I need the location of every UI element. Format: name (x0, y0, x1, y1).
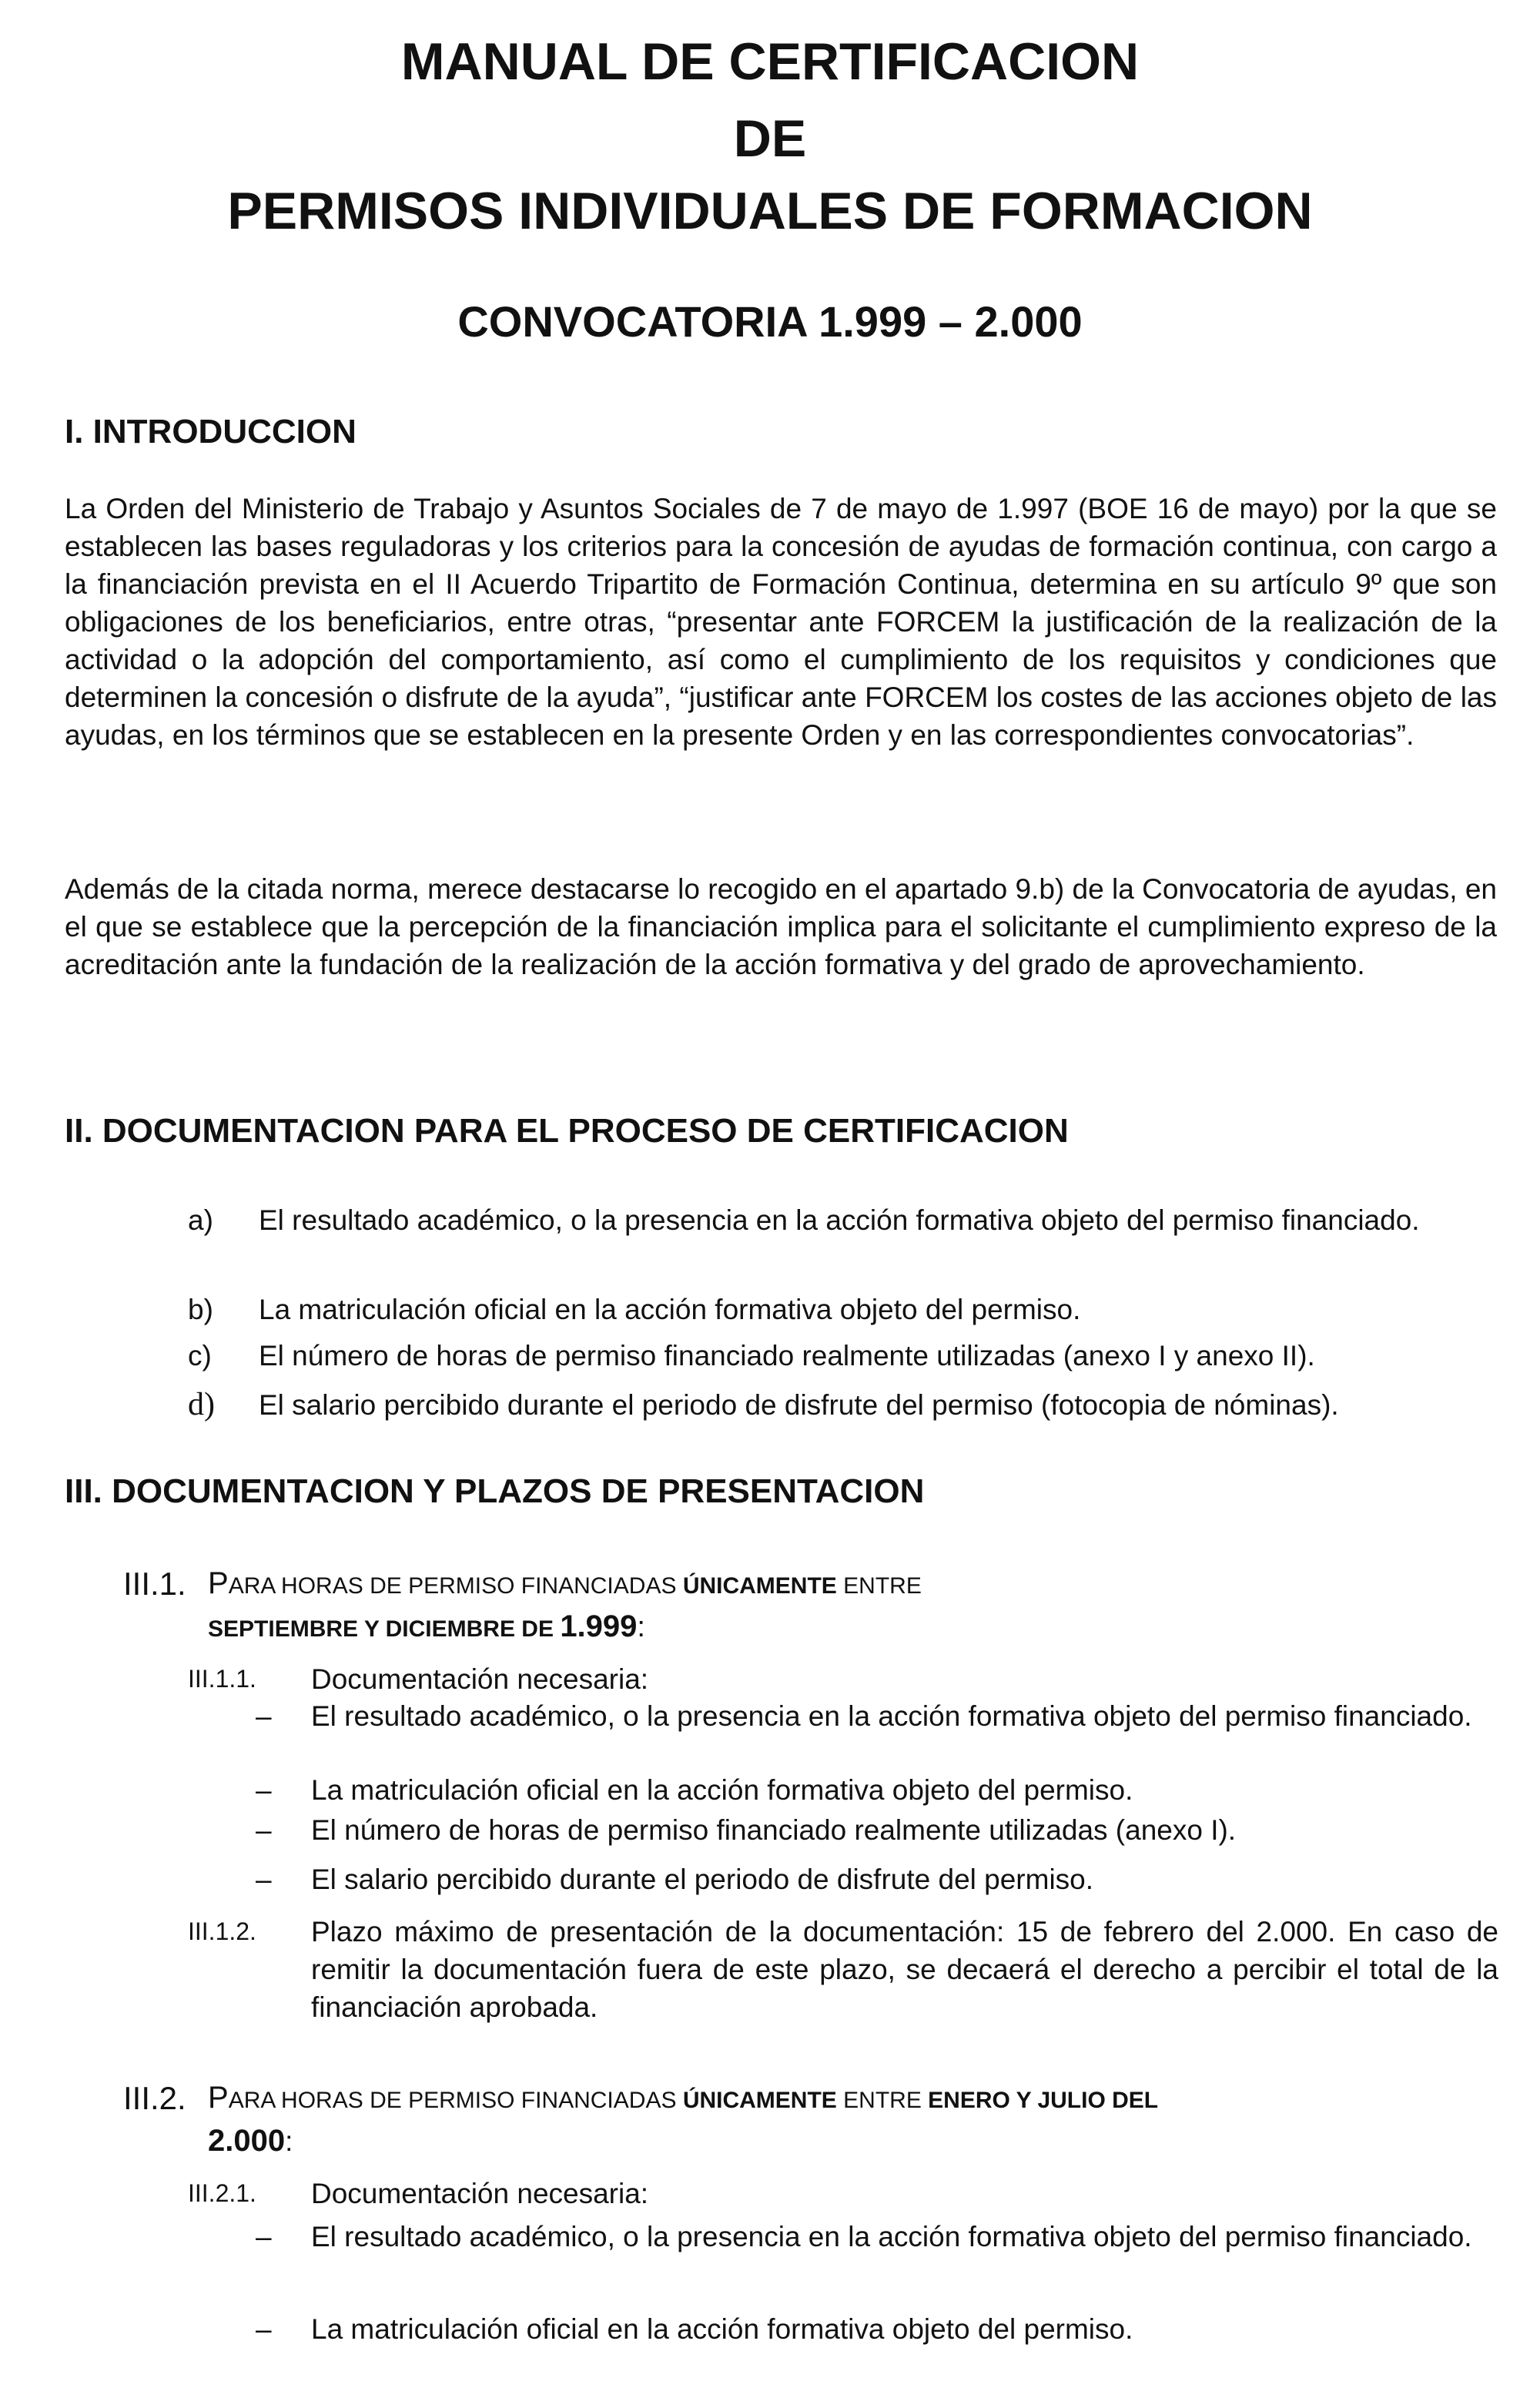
title-text: ENTRE (836, 2088, 929, 2113)
section-1-heading: I. INTRODUCCION (65, 413, 357, 450)
subsection-number: III.1. (123, 1566, 186, 1602)
dash-bullet: – (256, 1864, 272, 1895)
title-emphasis: SEPTIEMBRE Y DICIEMBRE DE (208, 1616, 561, 1642)
doc-title-line3: PERMISOS INDIVIDUALES DE FORMACION (227, 182, 1313, 240)
list-text: El resultado académico, o la presencia en la acción formativa objeto del permiso financiado. (311, 1700, 1472, 1732)
title-text: ARA HORAS DE PERMISO FINANCIADAS (228, 2088, 683, 2113)
subsection-title-line1 (208, 1565, 1498, 1605)
list-text: La matriculación oficial en la acción formativa objeto del permiso. (311, 1774, 1133, 1806)
list-text: La matriculación oficial en la acción formativa objeto del permiso. (311, 2313, 1133, 2345)
doc-title-line1: MANUAL DE CERTIFICACION (400, 32, 1140, 91)
subsection-number: III.1.2. (188, 1917, 256, 1945)
list-text: El resultado académico, o la presencia en la acción formativa objeto del permiso financiado. (311, 2221, 1472, 2252)
section-2-heading: II. DOCUMENTACION PARA EL PROCESO DE CERTIFICACION (65, 1112, 1069, 1150)
dash-bullet: – (256, 2221, 272, 2252)
subsection-number: III.1.1. (188, 1665, 256, 1693)
list-text: La matriculación oficial en la acción formativa objeto del permiso. (259, 1294, 1081, 1325)
dash-bullet: – (256, 2313, 272, 2345)
title-year: 2.000 (208, 2124, 286, 2158)
dash-bullet: – (256, 1814, 272, 1846)
subsection-number: III.2.1. (188, 2179, 256, 2207)
subsection-title-rest (208, 1608, 1448, 1648)
dash-bullet: – (256, 1774, 272, 1806)
title-initial: P (208, 2081, 229, 2115)
subsection-title-line2 (208, 2122, 293, 2160)
subsection-number: III.2. (123, 2080, 186, 2116)
title-text: ENTRE (836, 1573, 922, 1599)
doc-title-line2: DE (733, 109, 807, 168)
section-3-heading: III. DOCUMENTACION Y PLAZOS DE PRESENTACION (65, 1472, 925, 1510)
convocatoria-heading: CONVOCATORIA 1.999 – 2.000 (457, 297, 1083, 346)
list-text: El número de horas de permiso financiado realmente utilizadas (anexo I y anexo II). (259, 1340, 1315, 1371)
subsection-text: Documentación necesaria: (311, 1663, 649, 1695)
title-colon: : (285, 2125, 293, 2157)
list-label: c) (188, 1340, 212, 1371)
title-emphasis: ÚNICAMENTE (682, 1573, 837, 1599)
title-year: 1.999 (560, 1609, 638, 1643)
list-label: a) (188, 1204, 213, 1236)
subsection-title-line1 (208, 2079, 1498, 2119)
title-text: ARA HORAS DE PERMISO FINANCIADAS (228, 1573, 683, 1599)
list-text: El resultado académico, o la presencia en la acción formativa objeto del permiso financiado. (259, 1204, 1420, 1236)
title-emphasis: ENERO Y JULIO DEL (928, 2088, 1159, 2113)
subsection-text: Plazo máximo de presentación de la documentación: 15 de febrero del 2.000. En caso de remitir la documentación fuera de este plazo, se decaerá el derecho a percibir el total de la financiación aprobada. (311, 1916, 1498, 2023)
list-text: El salario percibido durante el periodo de disfrute del permiso (fotocopia de nóminas). (259, 1389, 1339, 1421)
list-text: El salario percibido durante el periodo de disfrute del permiso. (311, 1864, 1094, 1895)
dash-bullet: – (256, 1700, 272, 1732)
title-emphasis: ÚNICAMENTE (682, 2088, 837, 2113)
title-colon: : (637, 1611, 645, 1643)
intro-paragraph-1: La Orden del Ministerio de Trabajo y Asuntos Sociales de 7 de mayo de 1.997 (BOE 16 de mayo) por la que se establecen las bases reguladoras y los criterios para la concesión de ayudas de formación continua, con cargo a la financiación prevista en el II Acuerdo Tripartito de Formación Continua, determina en su artículo 9º que son obligaciones de los beneficiarios, entre otras, “presentar ante FORCEM la justificación de la realización de la actividad o la adopción del comportamiento, así como el cumplimiento de los requisitos y condiciones que determinen la concesión o disfrute de la ayuda”, “justificar ante FORCEM los costes de las acciones objeto de las ayudas, en los términos que se establecen en la presente Orden y en las correspondientes convocatorias”. (65, 493, 1497, 751)
title-initial: P (208, 1566, 229, 1600)
intro-paragraph-2: Además de la citada norma, merece destacarse lo recogido en el apartado 9.b) de la Convocatoria de ayudas, en el que se establece que la percepción de la financiación implica para el solicitante el cumplimiento expreso de la acreditación ante la fundación de la realización de la acción formativa y del grado de aprovechamiento. (65, 873, 1497, 980)
subsection-text: Documentación necesaria: (311, 2178, 649, 2209)
list-label: d) (188, 1387, 215, 1422)
list-text: El número de horas de permiso financiado realmente utilizadas (anexo I). (311, 1814, 1237, 1846)
list-label: b) (188, 1294, 213, 1325)
